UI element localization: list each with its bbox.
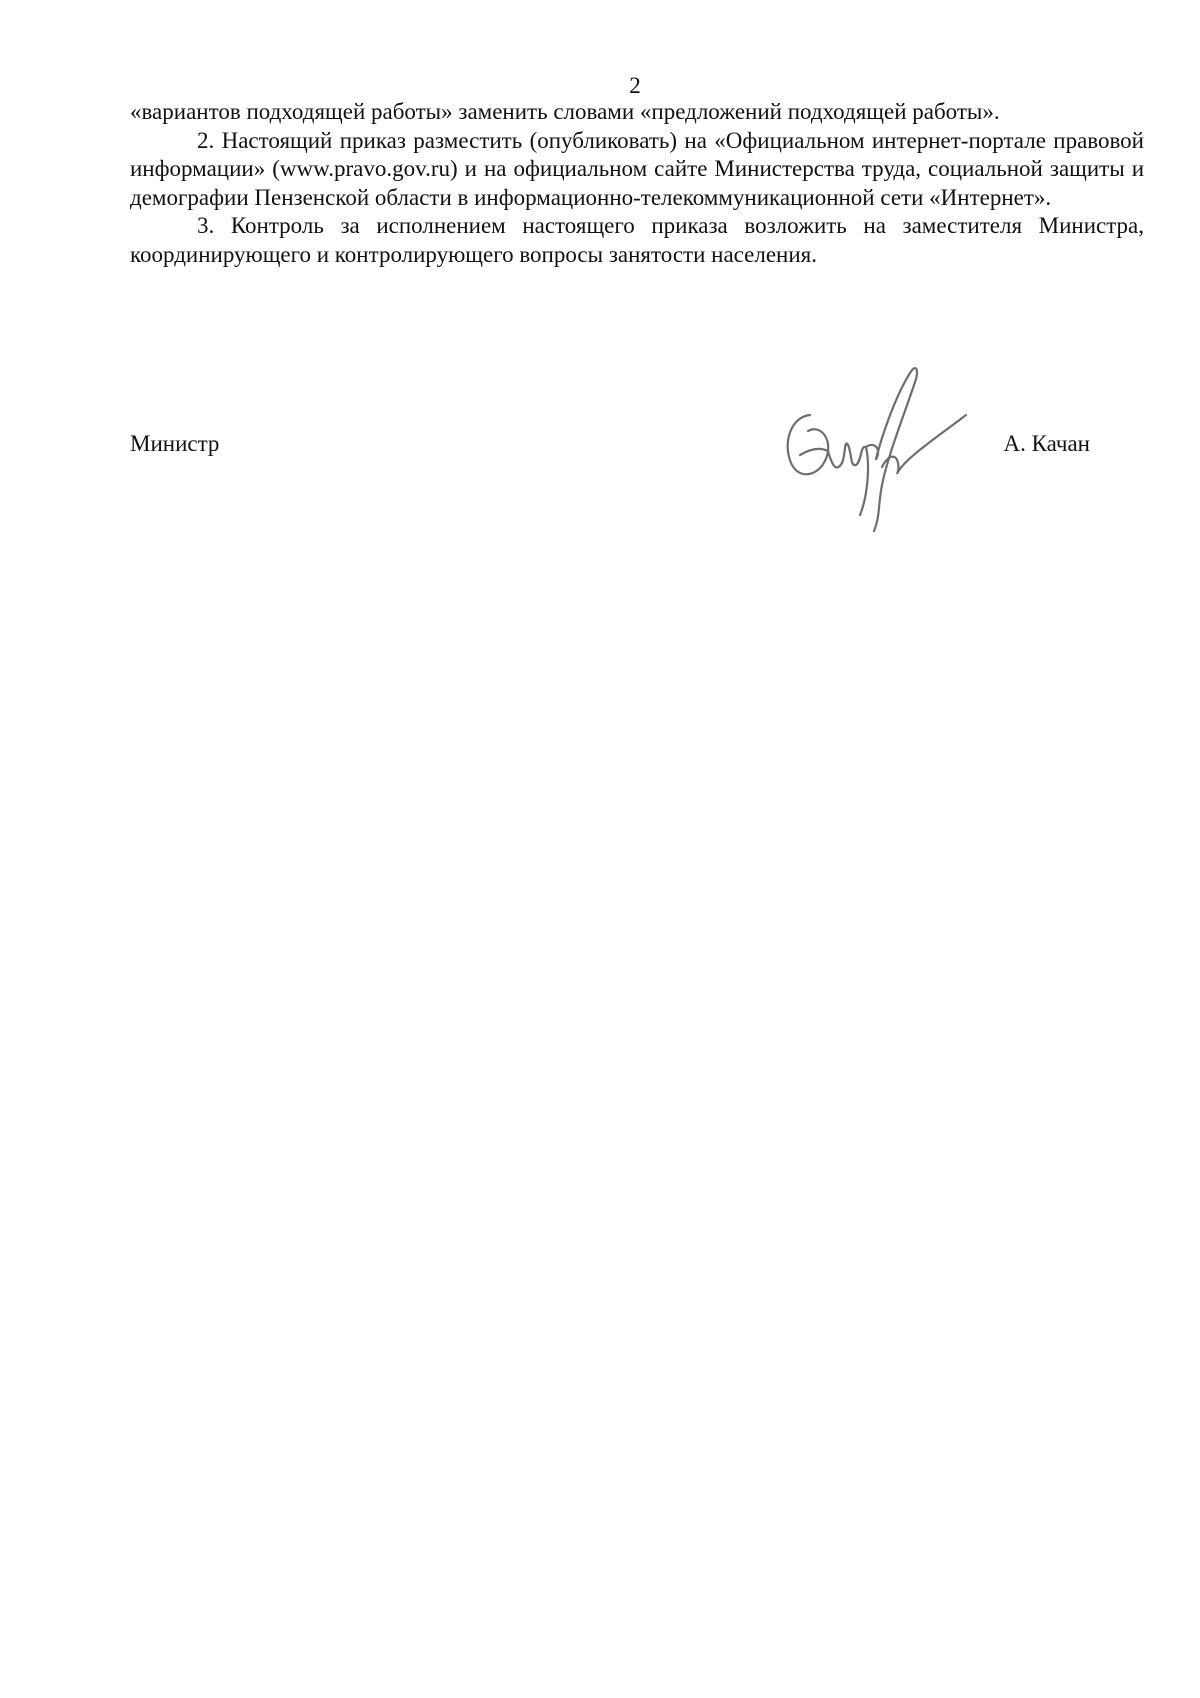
signer-name: А. Качан <box>1003 431 1090 456</box>
paragraph-continuation: «вариантов подходящей работы» заменить словами «предложений подходящей работы». <box>130 99 1000 124</box>
paragraph-item-3: 3. Контроль за исполнением настоящего приказа возложить на заместителя Министра, координирующего и контролирующего вопросы занятости населения. <box>130 213 1144 267</box>
paragraph-item-2: 2. Настоящий приказ разместить (опубликовать) на «Официальном интернет-портале правовой информации» (www.pravo.gov.ru) и на официальном сайте Министерства труда, социальной защиты и демографии Пензенской области в информационно-телекоммуникационной сети «Интернет». <box>130 127 1144 210</box>
document-body <box>130 98 1144 269</box>
page-number: 2 <box>629 73 641 98</box>
signer-title: Министр <box>130 431 220 456</box>
handwritten-signature-icon <box>770 355 970 555</box>
